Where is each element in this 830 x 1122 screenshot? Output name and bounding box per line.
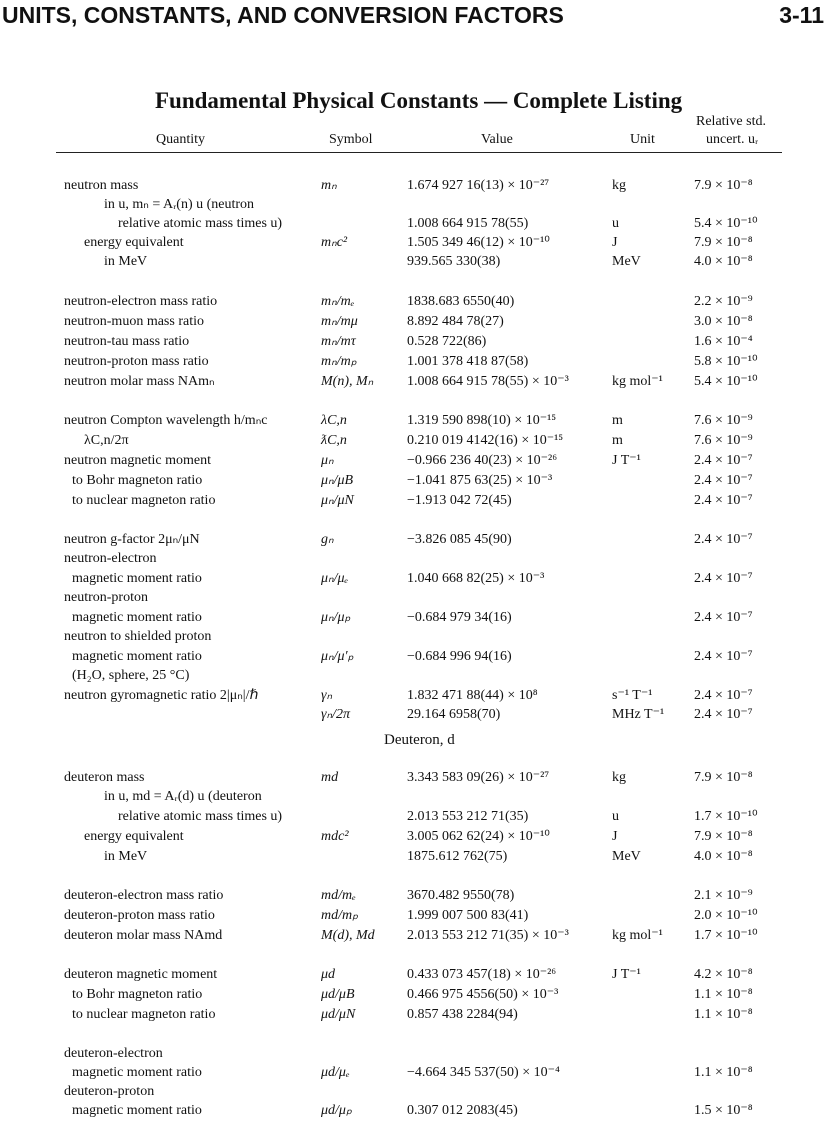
- symbol-cell: μₙ/μ′ₚ: [321, 649, 354, 664]
- value-cell: 1.008 664 915 78(55): [407, 216, 529, 231]
- uncertainty-cell: 1.1 × 10⁻⁸: [694, 987, 753, 1002]
- quantity-cell: neutron-muon mass ratio: [64, 314, 204, 329]
- table-row: [0, 1101, 830, 1121]
- unit-cell: s⁻¹ T⁻¹: [612, 688, 653, 703]
- table-row: [0, 787, 830, 807]
- quantity-cell: to nuclear magneton ratio: [72, 493, 216, 508]
- table-row: [0, 705, 830, 725]
- symbol-cell: mₙ/mₑ: [321, 294, 355, 309]
- header-rule-top: [56, 152, 782, 153]
- value-cell: 1.040 668 82(25) × 10⁻³: [407, 571, 545, 586]
- symbol-cell: μd: [321, 967, 336, 982]
- symbol-cell: gₙ: [321, 532, 334, 547]
- table-row: [0, 1082, 830, 1102]
- value-cell: −4.664 345 537(50) × 10⁻⁴: [407, 1065, 560, 1080]
- quantity-cell: neutron-electron mass ratio: [64, 294, 218, 309]
- uncertainty-cell: 2.4 × 10⁻⁷: [694, 688, 753, 703]
- quantity-cell: energy equivalent: [84, 235, 184, 250]
- value-cell: 3670.482 9550(78): [407, 888, 515, 903]
- table-row: [0, 372, 830, 392]
- uncertainty-cell: 1.6 × 10⁻⁴: [694, 334, 753, 349]
- unit-cell: J T⁻¹: [612, 967, 641, 982]
- table-row: [0, 827, 830, 847]
- unit-cell: m: [612, 413, 623, 428]
- value-cell: 1.505 349 46(12) × 10⁻¹⁰: [407, 235, 550, 250]
- symbol-cell: mdc²: [321, 829, 349, 844]
- unit-cell: MeV: [612, 849, 641, 864]
- quantity-cell: magnetic moment ratio: [72, 1065, 202, 1080]
- unit-cell: kg mol⁻¹: [612, 374, 663, 389]
- unit-cell: kg: [612, 178, 626, 193]
- value-cell: 1.008 664 915 78(55) × 10⁻³: [407, 374, 569, 389]
- value-cell: 1.674 927 16(13) × 10⁻²⁷: [407, 178, 550, 193]
- running-head-title: UNITS, CONSTANTS, AND CONVERSION FACTORS: [2, 2, 564, 28]
- quantity-cell: to Bohr magneton ratio: [72, 987, 203, 1002]
- uncertainty-cell: 2.4 × 10⁻⁷: [694, 473, 753, 488]
- symbol-cell: ƛC,n: [321, 433, 347, 448]
- uncertainty-cell: 1.7 × 10⁻¹⁰: [694, 928, 758, 943]
- value-cell: 1.832 471 88(44) × 10⁸: [407, 688, 538, 703]
- uncertainty-cell: 2.0 × 10⁻¹⁰: [694, 908, 758, 923]
- value-cell: 2.013 553 212 71(35) × 10⁻³: [407, 928, 569, 943]
- table-row: [0, 214, 830, 234]
- table-row: [0, 985, 830, 1005]
- table-row: [0, 530, 830, 550]
- table-row: [0, 431, 830, 451]
- unit-cell: u: [612, 216, 619, 231]
- table-row: [0, 768, 830, 788]
- table-row: [0, 176, 830, 196]
- uncertainty-cell: 7.6 × 10⁻⁹: [694, 433, 753, 448]
- symbol-cell: μd/μN: [321, 1007, 356, 1022]
- table-row: [0, 886, 830, 906]
- quantity-cell: deuteron-proton: [64, 1084, 155, 1099]
- table-row: [0, 352, 830, 372]
- symbol-cell: μₙ/μₚ: [321, 610, 351, 625]
- symbol-cell: μₙ/μN: [321, 493, 354, 508]
- uncertainty-cell: 5.8 × 10⁻¹⁰: [694, 354, 758, 369]
- value-cell: 29.164 6958(70): [407, 707, 501, 722]
- value-cell: 2.013 553 212 71(35): [407, 809, 529, 824]
- symbol-cell: md: [321, 770, 339, 785]
- value-cell: −1.913 042 72(45): [407, 493, 512, 508]
- uncertainty-cell: 4.2 × 10⁻⁸: [694, 967, 753, 982]
- quantity-cell: deuteron-electron mass ratio: [64, 888, 224, 903]
- unit-cell: MeV: [612, 254, 641, 269]
- value-cell: −1.041 875 63(25) × 10⁻³: [407, 473, 553, 488]
- table-row: [0, 471, 830, 491]
- quantity-cell: neutron-proton mass ratio: [64, 354, 209, 369]
- table-row: [0, 549, 830, 569]
- quantity-cell: to Bohr magneton ratio: [72, 473, 203, 488]
- unit-cell: J T⁻¹: [612, 453, 641, 468]
- quantity-cell: neutron to shielded proton: [64, 629, 212, 644]
- quantity-cell: magnetic moment ratio: [72, 610, 202, 625]
- value-cell: −0.684 979 34(16): [407, 610, 512, 625]
- table-row: [0, 807, 830, 827]
- table-row: [0, 666, 830, 686]
- uncertainty-cell: 3.0 × 10⁻⁸: [694, 314, 753, 329]
- table-row: [0, 569, 830, 589]
- uncertainty-cell: 2.4 × 10⁻⁷: [694, 493, 753, 508]
- column-header-rel-line2: uncert. uᵣ: [706, 132, 759, 147]
- unit-cell: m: [612, 433, 623, 448]
- symbol-cell: γₙ/2π: [321, 707, 350, 722]
- uncertainty-cell: 1.1 × 10⁻⁸: [694, 1065, 753, 1080]
- table-row: [0, 1063, 830, 1083]
- symbol-cell: μₙ/μB: [321, 473, 354, 488]
- quantity-cell: in u, md = Aᵣ(d) u (deuteron: [104, 789, 262, 804]
- table-row: [0, 906, 830, 926]
- running-head: [0, 2, 830, 30]
- symbol-cell: μd/μB: [321, 987, 355, 1002]
- quantity-cell: neutron-electron: [64, 551, 157, 566]
- quantity-cell: in MeV: [104, 254, 148, 269]
- quantity-cell: deuteron molar mass NAmd: [64, 928, 223, 943]
- column-header-quantity: Quantity: [156, 132, 205, 147]
- value-cell: 3.005 062 62(24) × 10⁻¹⁰: [407, 829, 550, 844]
- quantity-cell: magnetic moment ratio: [72, 1103, 202, 1118]
- section-heading-deuteron: Deuteron, d: [384, 732, 455, 748]
- value-cell: 0.210 019 4142(16) × 10⁻¹⁵: [407, 433, 564, 448]
- uncertainty-cell: 4.0 × 10⁻⁸: [694, 254, 753, 269]
- uncertainty-cell: 2.2 × 10⁻⁹: [694, 294, 753, 309]
- unit-cell: MHz T⁻¹: [612, 707, 665, 722]
- unit-cell: u: [612, 809, 619, 824]
- symbol-cell: M(n), Mₙ: [321, 374, 374, 389]
- unit-cell: J: [612, 235, 618, 250]
- uncertainty-cell: 2.4 × 10⁻⁷: [694, 532, 753, 547]
- table-row: [0, 312, 830, 332]
- uncertainty-cell: 2.4 × 10⁻⁷: [694, 571, 753, 586]
- table-row: [0, 1044, 830, 1064]
- uncertainty-cell: 2.4 × 10⁻⁷: [694, 707, 753, 722]
- quantity-cell: deuteron-electron: [64, 1046, 163, 1061]
- value-cell: 0.528 722(86): [407, 334, 487, 349]
- value-cell: 939.565 330(38): [407, 254, 501, 269]
- value-cell: −3.826 085 45(90): [407, 532, 512, 547]
- uncertainty-cell: 2.4 × 10⁻⁷: [694, 610, 753, 625]
- table-row: [0, 195, 830, 215]
- symbol-cell: mₙ: [321, 178, 337, 193]
- quantity-cell: deuteron-proton mass ratio: [64, 908, 215, 923]
- table-row: [0, 332, 830, 352]
- value-cell: −0.684 996 94(16): [407, 649, 512, 664]
- value-cell: 0.307 012 2083(45): [407, 1103, 518, 1118]
- column-header-rel-line1: Relative std.: [696, 114, 766, 129]
- symbol-cell: μₙ: [321, 453, 334, 468]
- table-row: [0, 233, 830, 253]
- value-cell: 0.433 073 457(18) × 10⁻²⁶: [407, 967, 557, 982]
- table-row: [0, 292, 830, 312]
- table-row: [0, 647, 830, 667]
- table-row: [0, 608, 830, 628]
- uncertainty-cell: 5.4 × 10⁻¹⁰: [694, 216, 758, 231]
- value-cell: 1.999 007 500 83(41): [407, 908, 529, 923]
- table-row: [0, 588, 830, 608]
- uncertainty-cell: 4.0 × 10⁻⁸: [694, 849, 753, 864]
- value-cell: 1.001 378 418 87(58): [407, 354, 529, 369]
- uncertainty-cell: 7.6 × 10⁻⁹: [694, 413, 753, 428]
- quantity-cell: to nuclear magneton ratio: [72, 1007, 216, 1022]
- value-cell: 3.343 583 09(26) × 10⁻²⁷: [407, 770, 550, 785]
- uncertainty-cell: 2.4 × 10⁻⁷: [694, 649, 753, 664]
- unit-cell: kg: [612, 770, 626, 785]
- symbol-cell: γₙ: [321, 688, 333, 703]
- value-cell: 1875.612 762(75): [407, 849, 508, 864]
- uncertainty-cell: 1.5 × 10⁻⁸: [694, 1103, 753, 1118]
- quantity-cell: neutron g-factor 2μₙ/μN: [64, 532, 200, 547]
- quantity-cell: neutron mass: [64, 178, 139, 193]
- quantity-cell: neutron Compton wavelength h/mₙc: [64, 413, 268, 428]
- table-row: [0, 252, 830, 272]
- column-header-unit: Unit: [630, 132, 655, 147]
- table-row: [0, 1005, 830, 1025]
- quantity-cell: deuteron mass: [64, 770, 145, 785]
- symbol-cell: M(d), Md: [321, 928, 375, 943]
- quantity-cell: λC,n/2π: [84, 433, 129, 448]
- table-row: [0, 965, 830, 985]
- quantity-cell: deuteron magnetic moment: [64, 967, 218, 982]
- table-row: [0, 847, 830, 867]
- quantity-cell: neutron molar mass NAmₙ: [64, 374, 215, 389]
- uncertainty-cell: 7.9 × 10⁻⁸: [694, 770, 753, 785]
- symbol-cell: mₙ/mₚ: [321, 354, 357, 369]
- table-row: [0, 686, 830, 706]
- uncertainty-cell: 7.9 × 10⁻⁸: [694, 829, 753, 844]
- symbol-cell: mₙ/mτ: [321, 334, 356, 349]
- table-row: [0, 926, 830, 946]
- uncertainty-cell: 1.7 × 10⁻¹⁰: [694, 809, 758, 824]
- quantity-cell: magnetic moment ratio: [72, 649, 202, 664]
- page-number: 3-11: [779, 2, 824, 28]
- quantity-cell: neutron-proton: [64, 590, 148, 605]
- quantity-cell: neutron magnetic moment: [64, 453, 211, 468]
- symbol-cell: mₙc²: [321, 235, 348, 250]
- uncertainty-cell: 2.1 × 10⁻⁹: [694, 888, 753, 903]
- value-cell: 1.319 590 898(10) × 10⁻¹⁵: [407, 413, 557, 428]
- value-cell: 1838.683 6550(40): [407, 294, 515, 309]
- value-cell: 0.857 438 2284(94): [407, 1007, 518, 1022]
- table-row: [0, 491, 830, 511]
- value-cell: −0.966 236 40(23) × 10⁻²⁶: [407, 453, 558, 468]
- symbol-cell: md/mₚ: [321, 908, 359, 923]
- unit-cell: kg mol⁻¹: [612, 928, 663, 943]
- uncertainty-cell: 5.4 × 10⁻¹⁰: [694, 374, 758, 389]
- quantity-cell: magnetic moment ratio: [72, 571, 202, 586]
- quantity-cell: relative atomic mass times u): [118, 216, 283, 231]
- quantity-cell: in MeV: [104, 849, 148, 864]
- quantity-cell: (H₂O, sphere, 25 °C): [72, 668, 190, 683]
- symbol-cell: μd/μₑ: [321, 1065, 350, 1080]
- symbol-cell: mₙ/mμ: [321, 314, 358, 329]
- column-header-value: Value: [481, 132, 513, 147]
- quantity-cell: in u, mₙ = Aᵣ(n) u (neutron: [104, 197, 255, 212]
- table-row: [0, 451, 830, 471]
- table-row: [0, 627, 830, 647]
- value-cell: 8.892 484 78(27): [407, 314, 504, 329]
- symbol-cell: md/mₑ: [321, 888, 356, 903]
- page-title: Fundamental Physical Constants — Complete Listing: [155, 88, 683, 113]
- symbol-cell: λC,n: [321, 413, 347, 428]
- quantity-cell: neutron gyromagnetic ratio 2|μₙ|/ℏ: [64, 688, 259, 703]
- uncertainty-cell: 7.9 × 10⁻⁸: [694, 178, 753, 193]
- symbol-cell: μₙ/μₑ: [321, 571, 349, 586]
- unit-cell: J: [612, 829, 618, 844]
- quantity-cell: neutron-tau mass ratio: [64, 334, 190, 349]
- uncertainty-cell: 7.9 × 10⁻⁸: [694, 235, 753, 250]
- uncertainty-cell: 1.1 × 10⁻⁸: [694, 1007, 753, 1022]
- uncertainty-cell: 2.4 × 10⁻⁷: [694, 453, 753, 468]
- value-cell: 0.466 975 4556(50) × 10⁻³: [407, 987, 559, 1002]
- table-row: [0, 411, 830, 431]
- quantity-cell: relative atomic mass times u): [118, 809, 283, 824]
- quantity-cell: energy equivalent: [84, 829, 184, 844]
- column-header-symbol: Symbol: [329, 132, 373, 147]
- symbol-cell: μd/μₚ: [321, 1103, 352, 1118]
